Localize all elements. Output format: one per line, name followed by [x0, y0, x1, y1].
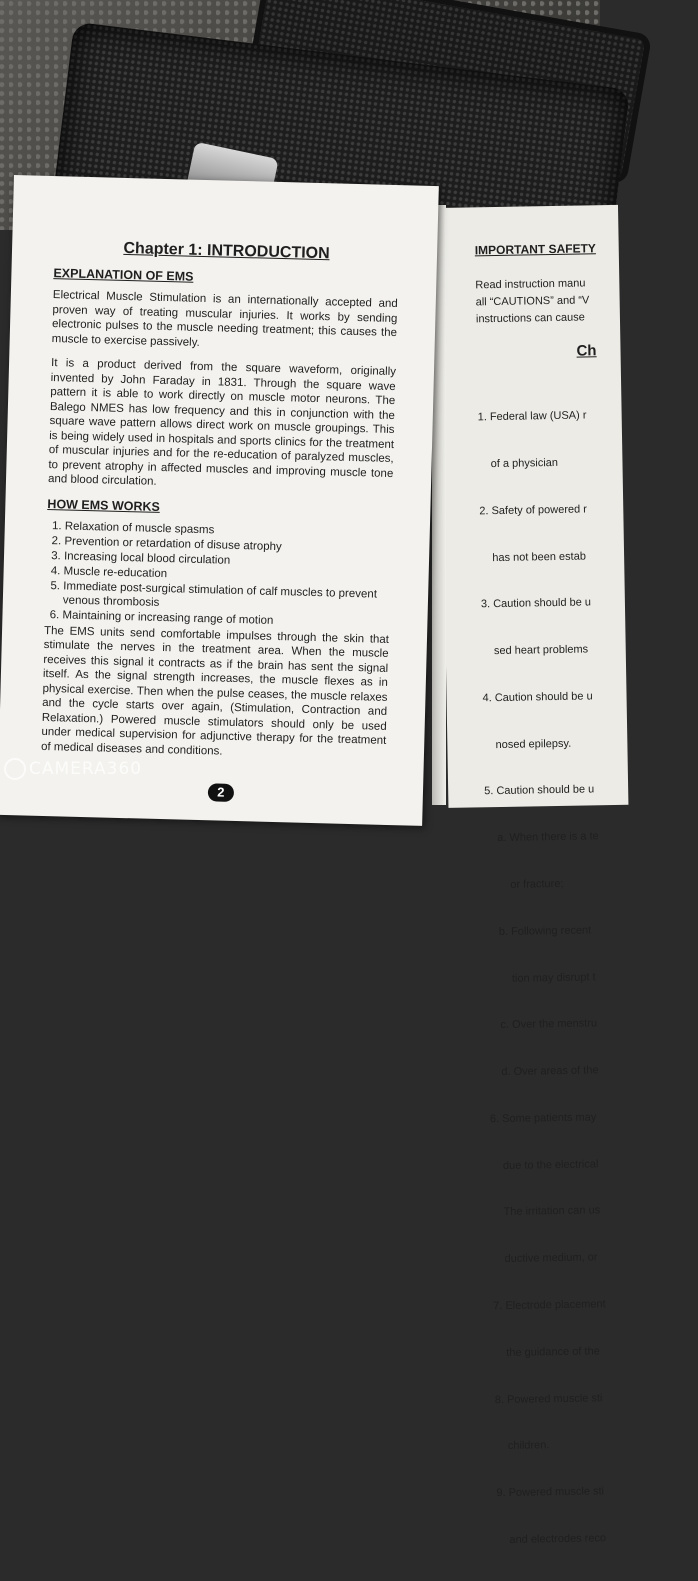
left-page [0, 175, 439, 826]
right-chapter-fragment: Ch [576, 342, 597, 360]
right-safety-list: 1. Federal law (USA) r of a physician 2. Safety of powered r has not been estab 3. Caution should be u sed heart problems 4. Caution should be u nosed epilepsy. 5. Caution should be u a. When there is a te or fracture; b. Following recent tion may disrupt t c. Over the menstru d. Over areas of the 6. Some patients may due to the electrical The irritation can us ductive medium, or 7. Electrode placement the guidance of the 8. Powered muscle sti children. 9. Powered muscle sti and electrodes reco [477, 409, 607, 1547]
list-item: 1. Relaxation of muscle spasms [65, 519, 392, 542]
camera-icon [4, 758, 26, 780]
camera-watermark: CAMERA360 [4, 758, 142, 780]
list-item: 5. Immediate post-surgical stimulation of calf muscles to prevent venous thrombosis [63, 579, 391, 616]
right-section-title: IMPORTANT SAFETY [474, 241, 596, 258]
paragraph-history: It is a product derived from the square waveform, originally invented by John Faraday in 1831. Through the square wave pattern it is able to work directly on muscle motor neurons. The Balego NMES has low frequency and this in conjunction with the square wave pattern allows direct work on muscle groupings. This is being widely used in hospitals and sports clinics for the treatment of muscular injuries and for the re-education of paralyzed muscles, to prevent atrophy in affected muscles and improving muscle tone and blood circulation. [47, 357, 397, 488]
right-page [438, 205, 628, 1547]
benefits-list [44, 518, 392, 630]
list-item: 3. Increasing local blood circulation [64, 549, 391, 572]
list-item: 4. Muscle re-education [63, 564, 390, 587]
paragraph-intro: Electrical Muscle Stimulation is an internationally accepted and proven way of treating muscular injuries. It works by sending electronic pulses to the muscle needing treatment; this causes the muscle to exercise passively. [51, 289, 398, 349]
list-item: 6. Maintaining or increasing range of motion [62, 608, 389, 631]
paragraph-how-it-works: The EMS units send comfortable impulses through the skin that stimulate the nerves in the treatment area. When the muscle receives this signal it contracts as if the brain has sent the signal itself. As the signal strength increases, the muscle flexes as in physical exercise. Then when the pulse ceases, the muscle relaxes and the cycle starts over again, (Stimulation, Contraction and Relaxation.) Powered muscle stimulators should only be used under medical supervision for adjunctive therapy for the treatment of medical diseases and conditions. [40, 624, 390, 758]
right-intro: Read instruction manu all “CAUTIONS” and “V instructions can cause [475, 277, 590, 326]
chapter-title: Chapter 1: INTRODUCTION [123, 239, 330, 263]
page-number: 2 [208, 783, 234, 802]
section-title-explanation: EXPLANATION OF EMS [53, 266, 194, 284]
list-item: 2. Prevention or retardation of disuse atrophy [64, 534, 391, 557]
section-title-how-ems-works: HOW EMS WORKS [47, 496, 161, 514]
